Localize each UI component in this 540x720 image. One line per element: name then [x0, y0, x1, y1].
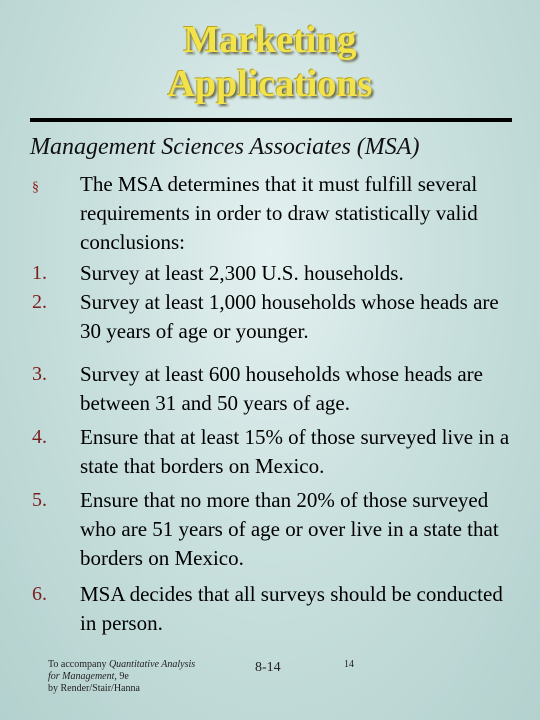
credit-book-title-1: Quantitative Analysis [108, 659, 196, 670]
credit-authors: by Render/Stair/Hanna [48, 683, 140, 694]
list-item-5: Ensure that no more than 20% of those surveyed who are 51 years of age or over live in a state that borders on Mexico. [80, 488, 499, 570]
list-item-4: Ensure that at least 15% of those surveyed live in a state that borders on Mexico. [80, 425, 510, 478]
credit-book-title-2: for Management [48, 671, 115, 682]
list-item-1: Survey at least 2,300 U.S. households. [80, 261, 404, 285]
item-number-4: 4. [32, 426, 47, 448]
item-number-3: 3. [32, 363, 47, 385]
slide-subtitle: Management Sciences Associates (MSA) [30, 134, 420, 160]
title-divider [30, 118, 512, 122]
footer-credit [48, 659, 195, 695]
list-item-3: Survey at least 600 households whose heads are between 31 and 50 years of age. [80, 362, 483, 415]
page-number: 14 [344, 659, 354, 670]
item-number-6: 6. [32, 583, 47, 605]
list-item-intro: The MSA determines that it must fulfill several requirements in order to draw statistically valid conclusions: [80, 172, 478, 254]
credit-edition: , 9e [114, 671, 129, 682]
slide-title-line1: Marketing [183, 19, 357, 61]
credit-prefix: To accompany [48, 659, 107, 670]
slide-title-line2: Applications [167, 63, 373, 105]
bullet-marker: § [32, 180, 39, 195]
list-item-6: MSA decides that all surveys should be conducted in person. [80, 582, 503, 635]
item-number-1: 1. [32, 262, 47, 284]
item-number-2: 2. [32, 291, 47, 313]
item-number-5: 5. [32, 489, 47, 511]
slide-number: 8-14 [255, 660, 281, 675]
list-item-2: Survey at least 1,000 households whose heads are 30 years of age or younger. [80, 290, 499, 343]
